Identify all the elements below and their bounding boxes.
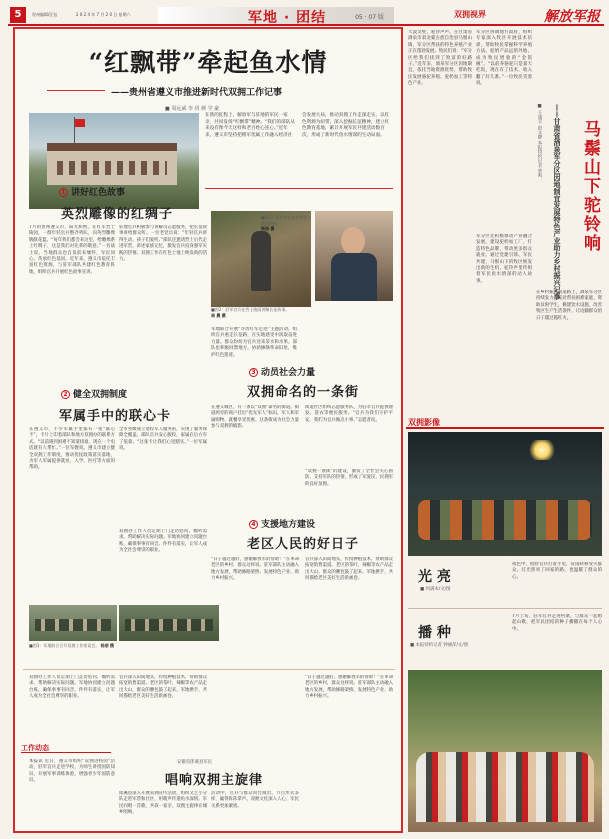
page-number: 5 bbox=[10, 7, 26, 23]
section-2-col-b: 全市各级成立退役军人服务站，实现了服务保障全覆盖。部队官兵安心服役，家属在后方有了依靠。“这张卡让我们心里踏实。”一位军属说。 bbox=[119, 427, 207, 452]
main-intro: 在新的征程上，解放军与驻地的军民一家亲，共同发扬“红飘带”精神。“我们的部队从来没有像今天这样和老百姓心连心。”近年来，遵义市坚持把拥军优属工作融入经济社会发展大局，推动双拥工作走深走实。以红色资源为纽带，深入挖掘长征精神，建立红色教育基地，累计开展军民共建活动数百次，形成了新时代鱼水情深的生动局面。 bbox=[205, 113, 393, 189]
body-shape bbox=[331, 253, 377, 301]
section-4-head: 4 支援地方建设 bbox=[249, 517, 315, 530]
section-1-title: 英烈雕像的红绸子 bbox=[61, 207, 174, 222]
main-authors: ■ 周远威 李 玥 颜 学 豪 bbox=[165, 106, 220, 112]
section-4-continued: 官兵深入田间地头，传授种植技术，帮助群众拓宽销售渠道。老区的茶叶、辣椒等农产品走出大山，群众的腰包鼓了起来。军地携手，共同描绘老区美好生活新画卷。 bbox=[119, 675, 207, 700]
right-col-c: 军分区还积极推动产业融合发展，建设驼奶加工厂，打造特色品牌，带动更多群众就业。通过党建引领、军民共建，马鬃山下的牧区焕发出新的生机，驼铃声里传唱着军民鱼水情深的动人故事。 bbox=[476, 234, 532, 284]
right-divider bbox=[408, 608, 602, 609]
section-1-col-c: 军地联合开展“寻访红军足迹”主题活动，组织官兵重走长征路，在实地感受中汲取奋进力量。群众纷纷为官兵送来茶水和水果。部队也积极回馈地方，协助修缮革命旧址，维护红色遗迹。 bbox=[211, 327, 297, 358]
section-5-title: 唱响双拥主旋律 bbox=[165, 773, 264, 788]
rescuers-shape bbox=[418, 500, 592, 540]
section-5-col-a: 郎溪县深入开展双拥宣传活动，组织文艺小分队走进军营和社区，用歌声传递鱼水深情。军民同唱一首歌，共叙一家亲，双拥主旋律在城乡唱响。 bbox=[119, 791, 207, 816]
section-3-head: 3 动员社会力量 bbox=[249, 365, 315, 378]
divider-line bbox=[23, 669, 395, 670]
right-meta: ■ 王康平 赵文静 本报特约记者 曾鸣 bbox=[537, 104, 542, 178]
person-caption: ■图2：驻军官兵在烈士陵园讲解长征故事。 周 晨 摄 bbox=[211, 307, 290, 318]
section-4-col-a: “日子越过越好，感谢解放军的帮助！”在革命老区的乡村，群众这样说。驻军部队主动融入地方发展，帮助修路架桥、发展特色产业，助力乡村振兴。 bbox=[211, 557, 299, 582]
section-3-title: 双拥命名的一条街 bbox=[247, 385, 360, 400]
lecturer-photo bbox=[315, 211, 393, 301]
image-2-text: 7月上旬，驻军官兵走进村寨，与群众一起唱起山歌，把军民团结的种子播撒在每个人心中。 bbox=[512, 614, 602, 632]
section-2-title: 军属手中的联心卡 bbox=[59, 409, 172, 424]
number-4-icon: 4 bbox=[249, 520, 258, 529]
work-news-box bbox=[17, 741, 101, 755]
plant-caption: ■图1：驻军官兵在红军烈士陵园植树。 杨朋 摄 bbox=[261, 215, 312, 231]
image-section-header bbox=[406, 415, 604, 429]
meeting-caption: ■图3：军地联合召开双拥工作座谈会。 杨朋 摄 bbox=[29, 643, 115, 648]
section-2-col-a: 在遵义市，不少军属手里都有一张“联心卡”。卡片上印着部队和地方双拥办的联系方式。“以前遇到困难不知道找谁，现在一个电话就有人帮忙。”一位军嫂说。遵义市建立健全双拥工作制度，推动优抚政策落实落地，为军人军属提供就业、入学、医疗等方面的帮助。 bbox=[29, 427, 115, 471]
section-3-col-c: “双拥一条街”的建设，激发了全社会关心国防、支持军队的热情，形成了军爱民、民拥军的良好氛围。 bbox=[305, 469, 393, 487]
section-1-col-a: 7月的贵州遵义市，阳光和煦。在红军烈士陵园，一群年轻官兵整齐列队，向英烈雕像敬献花篮。“每年我们都会来这里，给雕像系上红绸子，这是我们对先辈的敬意。”一名战士说。当地群众也自发前来缅怀，军民同心，传承红色基因。近年来，遵义市依托丰富红色资源，与驻军部队共建红色教育阵地，组织官兵开展红色故事宣讲。 bbox=[29, 225, 115, 275]
work-news-rule bbox=[21, 752, 111, 753]
section-4-col-b: 官兵深入田间地头，传授种植技术，帮助群众拓宽销售渠道。老区的茶叶、辣椒等农产品走出大山，群众的腰包鼓了起来。军地携手，共同描绘老区美好生活新画卷。 bbox=[305, 557, 393, 582]
section-4-title: 老区人民的好日子 bbox=[247, 537, 360, 552]
section-2-col-c: 双拥办工作人员定期上门走访慰问，倾听需求，帮助解决实际问题。军地协同建立问题台账，确保事事有回音、件件有落实，让军人成为全社会尊崇的职业。 bbox=[119, 529, 207, 554]
editor-line: 贵州编辑/汪钰 bbox=[32, 12, 58, 17]
work-news-text: 本报讯 近日，遵义市组织“双拥进校园”活动，驻军官兵走进学校，为师生讲授国防知识，开展军事训练体验，增强青少年国防意识。 bbox=[29, 759, 115, 784]
right-col-b: 军分区协调地方政府，组织专家深入牧区开展技术培训，帮助牧民掌握科学养殖方法。驼奶产品远销外地，成为牧民增收的“金饭碗”。“以前养骆驼只是靠天吃饭，现在有了技术，收入翻了好几番。”一位牧民笑着说。 bbox=[476, 30, 532, 87]
image-1-title: 光 亮 bbox=[418, 569, 451, 585]
face-shape bbox=[341, 227, 365, 255]
image-1-text: 夜色中，抢险官兵打着手电，冒雨转移受灾群众。灯光照亮了回家的路，也温暖了群众的心。 bbox=[512, 562, 602, 580]
right-subtitle: ——甘肃省酒泉军分区因地制宜发展特色产业助力乡村振兴记事 bbox=[553, 104, 561, 300]
image-2-title: 播 种 bbox=[418, 625, 451, 641]
flag-icon bbox=[75, 119, 85, 127]
section-1-col-b: 驻地官兵积极参与讲解员志愿服务，把长征故事讲给群众听。一位老党员说：“年轻官兵讲得生动，孩子们爱听。”部队还邀请烈士后代走进军营，讲述家族记忆，激发官兵投身强军实践的热情。双拥工作在红色土地上焕发新的活力。 bbox=[119, 225, 207, 263]
section-4-extra: “日子越过越好，感谢解放军的帮助！”在革命老区的乡村，群众这样说。驻军部队主动融入地方发展，帮助修路架桥、发展特色产业，助力乡村振兴。 bbox=[305, 675, 393, 700]
band-title: 军地 · 团结 bbox=[248, 10, 327, 26]
section-5-col-b: 活动中，官兵与群众同台演出，节目形式多样，赢得阵阵掌声。双拥文化深入人心，军民关系更加紧密。 bbox=[211, 791, 299, 809]
meeting-photo-1 bbox=[29, 605, 117, 641]
building-shape bbox=[47, 143, 177, 185]
meeting-photo-2 bbox=[119, 605, 219, 641]
main-title: “红飘带”牵起鱼水情 bbox=[88, 48, 328, 77]
section-5-org: 安徽省郎溪县军民 bbox=[177, 760, 213, 765]
newspaper-logo: 解放军报 bbox=[544, 9, 600, 25]
number-2-icon: 2 bbox=[61, 390, 70, 399]
image-2-credit: ■ 本报特约记者 钟丽萍/文/图 bbox=[410, 643, 469, 648]
soldier-figure bbox=[251, 231, 271, 291]
section-2-head: 2 健全双拥制度 bbox=[61, 387, 127, 400]
main-article bbox=[13, 27, 403, 833]
work-news-tag: 工作动态 bbox=[21, 744, 49, 752]
section-3-col-a: 在遵义城区，有一条以“双拥”命名的街道。街道两旁的商户挂出“优先军人”标识，军人和军属购物、就餐享受优惠。这条街成为社会力量参与双拥的缩影。 bbox=[211, 405, 299, 430]
page-header bbox=[8, 6, 604, 26]
crowd-shape bbox=[416, 752, 594, 822]
date-line: 2 0 2 4 年 7 月 2 0 日 星期六 bbox=[76, 12, 131, 17]
night-rescue-photo bbox=[408, 432, 602, 556]
image-1-credit: ■ 何满本/文/图 bbox=[420, 587, 451, 592]
number-3-icon: 3 bbox=[249, 368, 258, 377]
section-3-col-b: 街道社区组织志愿服务队，为驻军官兵提供理发、洗衣等便民服务。“官兵为我们守护平安，我们为官兵做点小事。”志愿者说。 bbox=[305, 405, 393, 423]
section-name: 双拥视界 bbox=[454, 10, 486, 19]
number-1-icon: 1 bbox=[59, 188, 68, 197]
right-title: 马鬃山下驼铃响 bbox=[580, 120, 600, 253]
band-page: 05 · 07 版 bbox=[355, 14, 384, 21]
main-subtitle: ——贵州省遵义市推进新时代双拥工作记事 bbox=[111, 85, 282, 98]
singing-crowd-photo bbox=[408, 670, 602, 832]
section-2-continued: 双拥办工作人员定期上门走访慰问，倾听需求，帮助解决实际问题。军地协同建立问题台账，确保事事有回音、件件有落实，让军人成为全社会尊崇的职业。 bbox=[29, 675, 115, 700]
right-col-a: 大漠戈壁，驼铃声声。在甘肃省酒泉市肃北蒙古族自治县马鬃山镇，军分区帮扶的特色养殖产业正在蓬勃发展。牧民们说：“军分区给我们找到了致富的好路子。”近年来，酒泉军分区因地制宜，依托当地资源优势，帮助牧民发展骆驼养殖、驼奶加工等特色产业。 bbox=[408, 30, 472, 87]
image-section-title: 双拥影像 bbox=[408, 418, 440, 427]
header-band bbox=[158, 7, 394, 24]
section-1-head: 1 讲好红色故事 bbox=[59, 185, 125, 198]
right-col-d: 在乡村振兴的道路上，酒泉军分区持续发力，结对帮扶困难家庭，资助贫困学生，修建饮水设施，改善牧区生产生活条件，让边疆群众的日子越过越红火。 bbox=[536, 290, 602, 321]
light-icon bbox=[528, 440, 556, 460]
